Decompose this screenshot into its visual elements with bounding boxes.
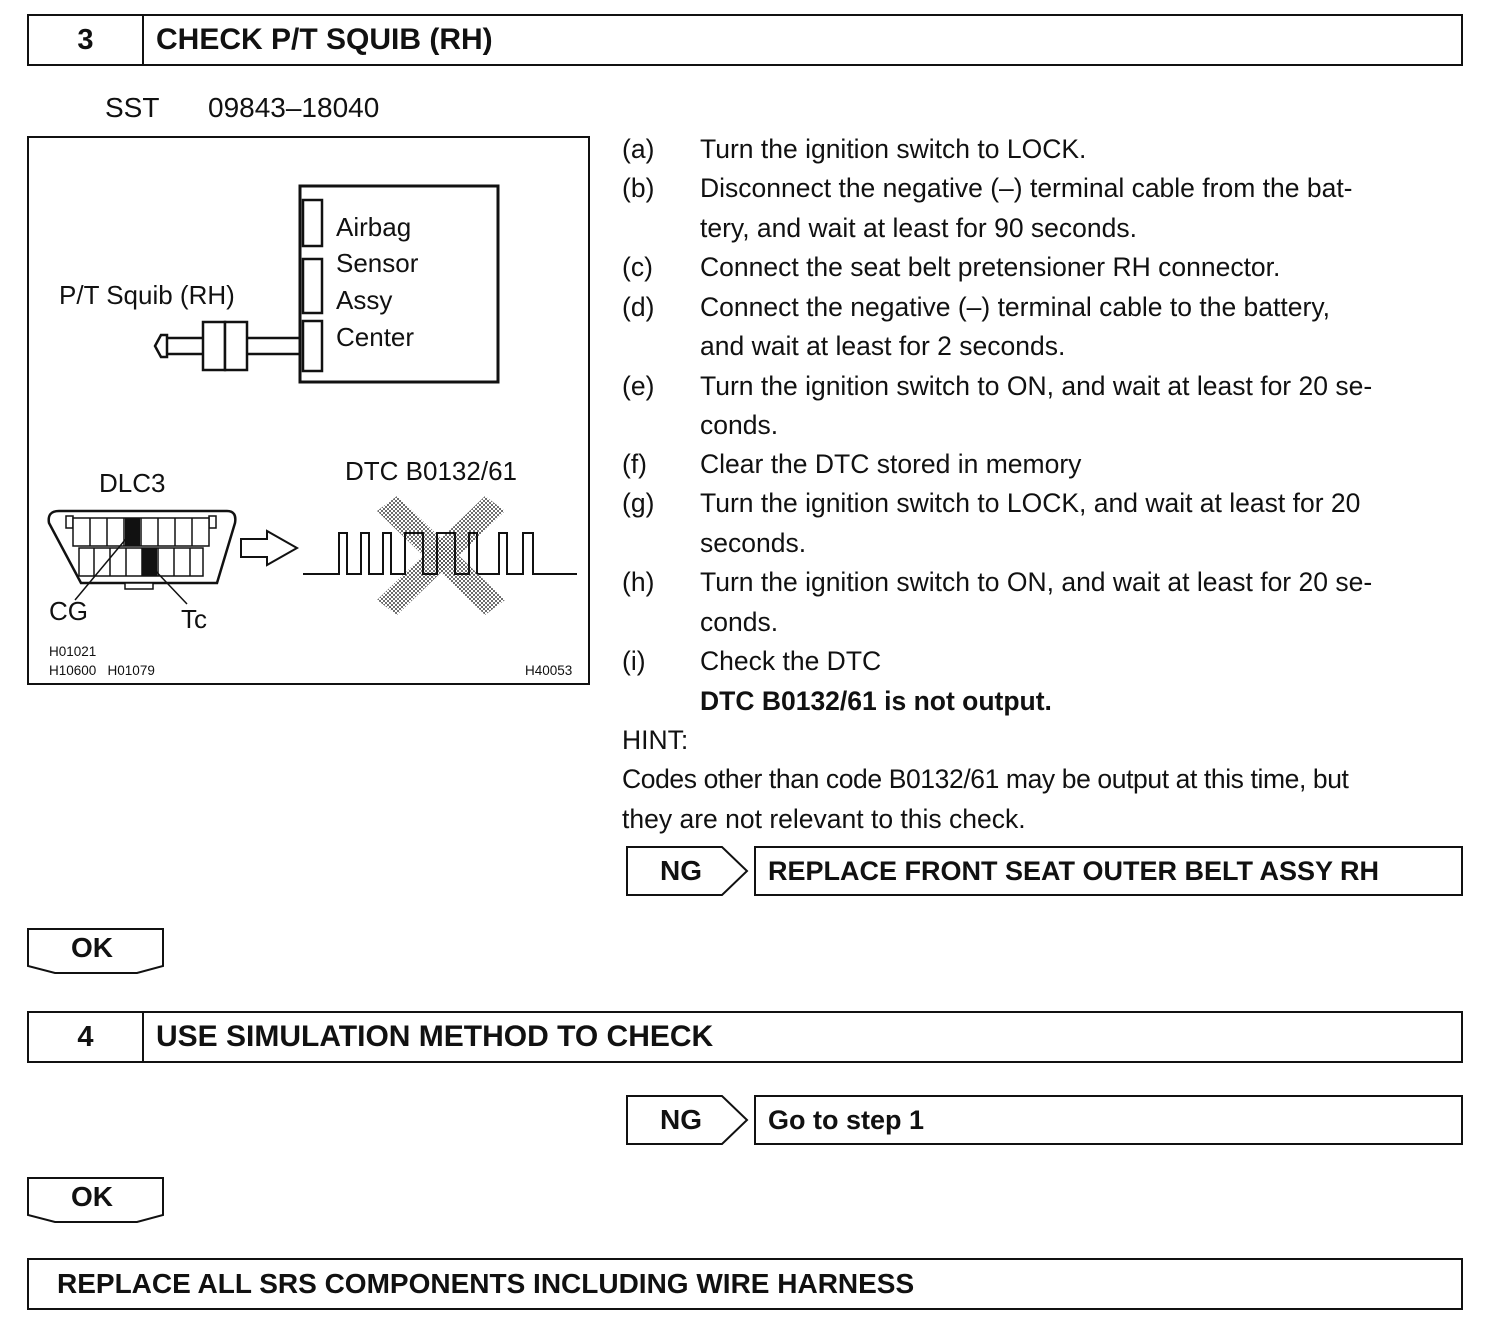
sst-number: 09843–18040	[208, 92, 380, 123]
tc-label: Tc	[181, 604, 207, 634]
ecu-line-1: Airbag	[336, 212, 412, 242]
instruction-label: (b)	[622, 173, 655, 203]
instruction-text: seconds.	[700, 528, 807, 558]
instruction-text: Turn the ignition switch to LOCK, and wait at least for 20	[700, 488, 1361, 518]
ecu-line-4: Center	[336, 322, 415, 352]
ng-label: NG	[660, 1104, 702, 1135]
dtc-label: DTC B0132/61	[345, 456, 517, 486]
result-spec: DTC B0132/61 is not output.	[700, 686, 1052, 716]
instruction-text: Connect the negative (–) terminal cable to the battery,	[700, 292, 1330, 322]
cg-label: CG	[49, 596, 88, 626]
instruction-label: (e)	[622, 371, 655, 401]
final-action: REPLACE ALL SRS COMPONENTS INCLUDING WIRE HARNESS	[27, 1258, 1463, 1310]
instruction-text: conds.	[700, 410, 779, 440]
step-4-header	[27, 1011, 1463, 1063]
instruction-label: (i)	[622, 646, 646, 676]
arrow-icon	[241, 531, 297, 565]
ng-action: Go to step 1	[754, 1095, 1463, 1145]
instruction-text: Turn the ignition switch to ON, and wait at least for 20 se-	[700, 567, 1373, 597]
ref-code-2: H10600 H01079	[49, 663, 155, 678]
instruction-label: (h)	[622, 567, 655, 597]
ok-branch-2	[27, 1177, 165, 1223]
ok-branch-1	[27, 928, 165, 974]
ng-label: NG	[660, 855, 702, 886]
hint-line-2: they are not relevant to this check.	[622, 804, 1026, 834]
dlc3-label: DLC3	[99, 468, 166, 498]
sst-label: SST	[105, 92, 160, 123]
ng-action: REPLACE FRONT SEAT OUTER BELT ASSY RH	[754, 846, 1463, 896]
step-number: 4	[29, 1013, 144, 1061]
diagram-figure	[27, 136, 590, 685]
dlc3-connector	[49, 468, 236, 634]
instruction-text: Check the DTC	[700, 646, 882, 676]
instruction-text: Disconnect the negative (–) terminal cable from the bat-	[700, 173, 1353, 203]
airbag-sensor-ecu	[300, 186, 498, 382]
squib-connector	[59, 280, 301, 370]
instruction-text: Clear the DTC stored in memory	[700, 449, 1082, 479]
instruction-label: (f)	[622, 449, 648, 479]
instruction-text: conds.	[700, 607, 779, 637]
ref-code-1: H01021	[49, 644, 97, 659]
instruction-label: (d)	[622, 292, 655, 322]
instruction-text: Connect the seat belt pretensioner RH connector.	[700, 252, 1281, 282]
squib-label: P/T Squib (RH)	[59, 280, 235, 310]
step-title: CHECK P/T SQUIB (RH)	[156, 23, 493, 56]
dtc-waveform	[303, 456, 577, 615]
ecu-line-3: Assy	[336, 285, 393, 315]
ok-label: OK	[71, 932, 113, 963]
hint-line-1: Codes other than code B0132/61 may be output at this time, but	[622, 764, 1349, 794]
ng-result-1	[626, 846, 1466, 896]
instruction-text: Turn the ignition switch to LOCK.	[700, 134, 1087, 164]
ok-label: OK	[71, 1181, 113, 1212]
instruction-text: tery, and wait at least for 90 seconds.	[700, 213, 1137, 243]
ref-code-3: H40053	[525, 663, 573, 678]
ng-result-2	[626, 1095, 1466, 1145]
instruction-text: Turn the ignition switch to ON, and wait at least for 20 se-	[700, 371, 1373, 401]
instruction-label: (a)	[622, 134, 655, 164]
hint-label: HINT:	[622, 725, 689, 755]
instruction-label: (g)	[622, 488, 655, 518]
step-3-header	[27, 14, 1463, 66]
ecu-line-2: Sensor	[336, 248, 419, 278]
instruction-text: and wait at least for 2 seconds.	[700, 331, 1066, 361]
step-title: USE SIMULATION METHOD TO CHECK	[156, 1020, 714, 1053]
instruction-label: (c)	[622, 252, 653, 282]
wiring-diagram	[29, 138, 588, 683]
step-number: 3	[29, 16, 144, 64]
